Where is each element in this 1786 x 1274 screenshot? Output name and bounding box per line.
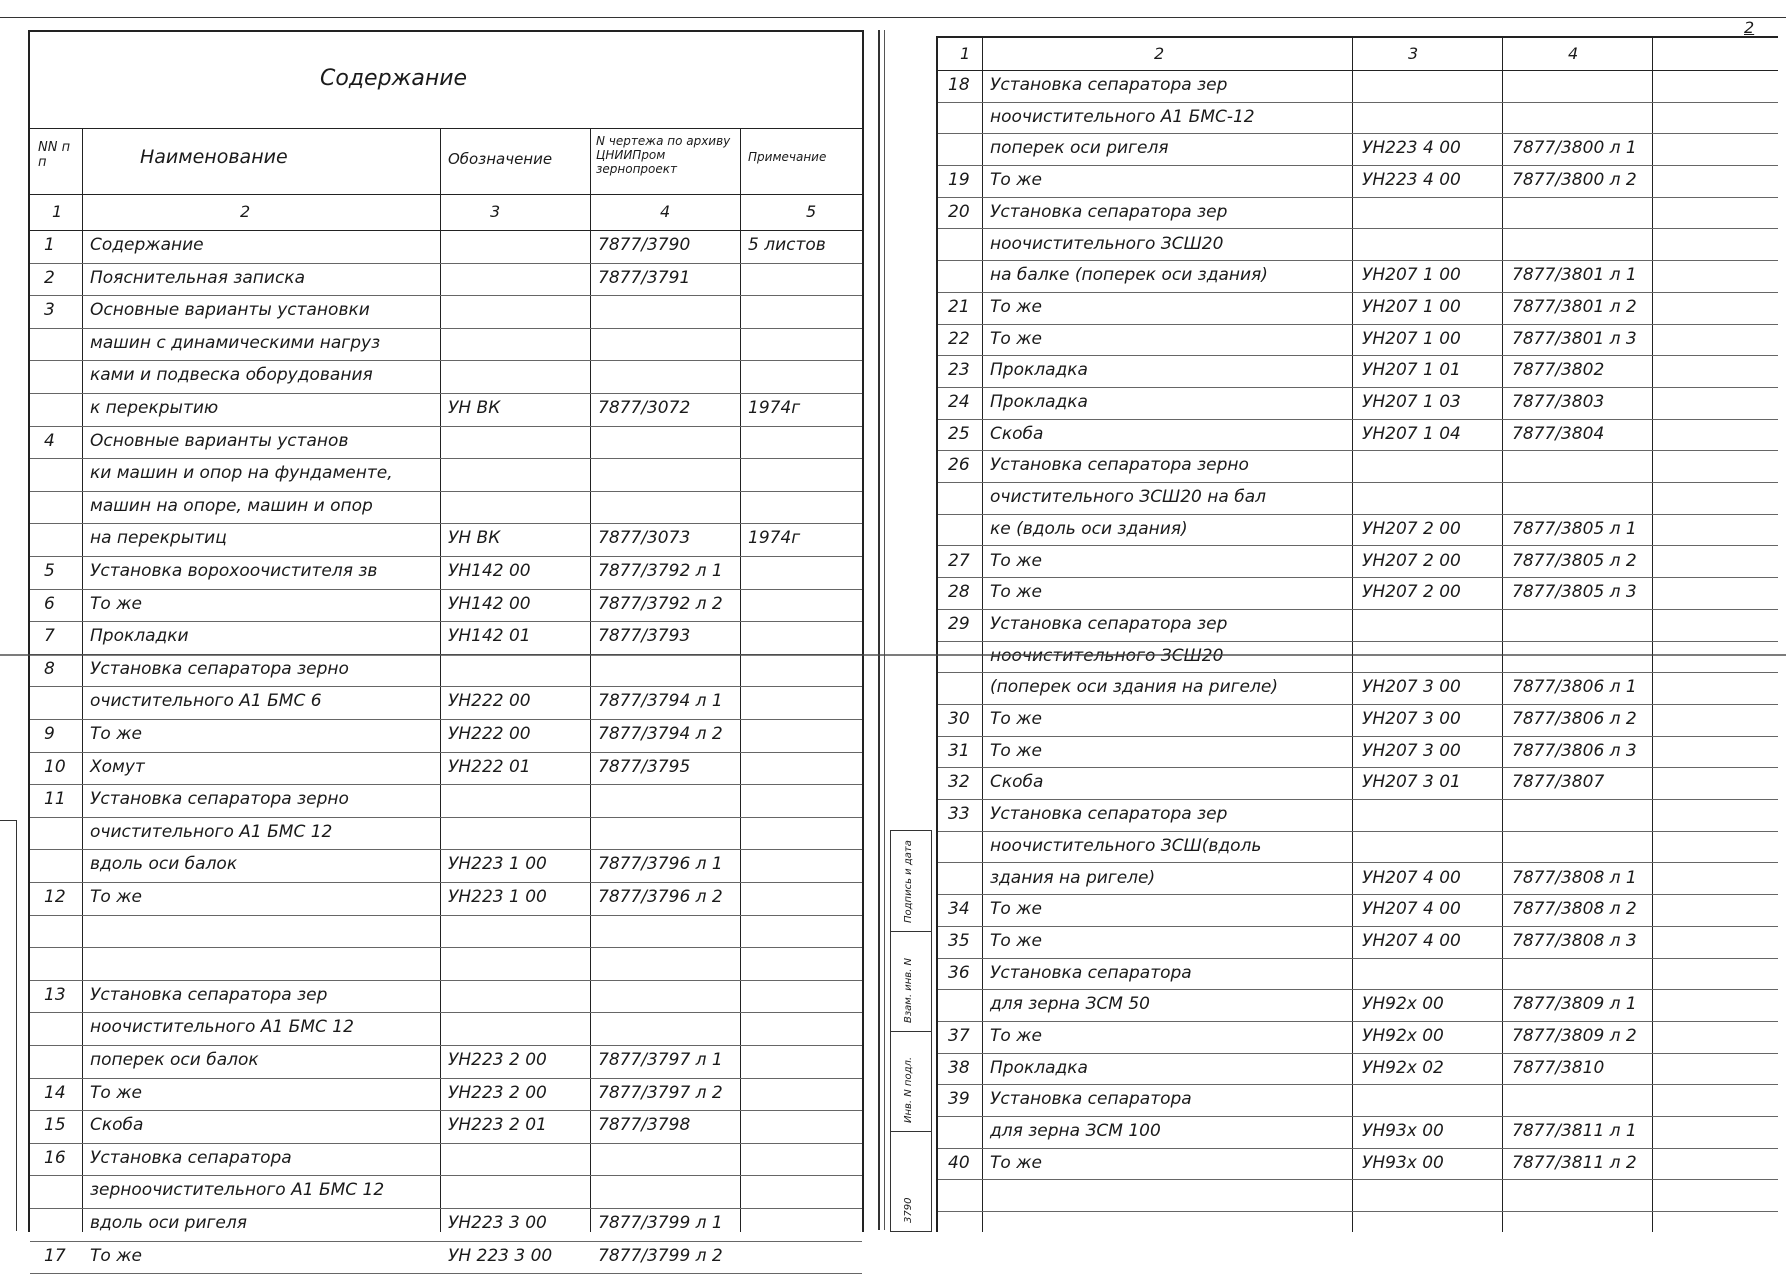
table-row	[938, 1021, 1778, 1054]
row-designation: УН207 3 00	[1362, 677, 1461, 698]
table-row	[30, 426, 862, 460]
row-name: ноочистительного ЗСШ(вдоль	[990, 835, 1262, 856]
table-row	[938, 1148, 1778, 1181]
row-drawing-number: 7877/3803	[1512, 392, 1605, 412]
row-number: 31	[948, 740, 970, 761]
row-name: Установка сепаратора	[90, 1147, 292, 1168]
table-row	[30, 1045, 862, 1079]
row-drawing-number: 7877/3797 л 2	[598, 1082, 723, 1103]
row-number: 12	[44, 887, 66, 907]
table-row	[30, 328, 862, 362]
table-row	[30, 719, 862, 753]
colnum-3: 3	[1408, 44, 1419, 63]
row-number: 21	[948, 296, 970, 317]
table-row	[30, 393, 862, 427]
row-designation: УН222 00	[448, 724, 531, 744]
row-designation: УН93х 00	[1362, 1121, 1444, 1142]
row-number: 22	[948, 328, 970, 349]
table-row	[938, 1053, 1778, 1086]
header-nn: NN п п	[38, 140, 71, 170]
row-drawing-number: 7877/3072	[598, 398, 691, 418]
row-designation: УН222 01	[448, 756, 531, 777]
row-name: ноочистительного А1 БМС-12	[990, 106, 1255, 127]
row-name: для зерна ЗСМ 50	[990, 994, 1150, 1015]
row-drawing-number: 7877/3793	[598, 626, 691, 647]
row-designation: УН207 4 00	[1362, 930, 1461, 951]
stamp-inv-orig: Инв. N подл.	[903, 1056, 914, 1123]
row-name: поперек оси ригеля	[990, 138, 1169, 159]
row-drawing-number: 7877/3806 л 3	[1512, 740, 1637, 761]
row-name: То же	[990, 170, 1042, 191]
row-designation: УН207 4 00	[1362, 867, 1461, 888]
stamp-divider	[891, 931, 931, 932]
row-drawing-number: 7877/3790	[598, 235, 691, 255]
row-name: Основные варианты установ	[90, 430, 349, 451]
row-designation: УН92х 00	[1362, 994, 1444, 1015]
row-name: То же	[990, 1152, 1042, 1173]
row-number: 16	[44, 1147, 66, 1168]
table-row	[938, 450, 1778, 483]
table-row	[30, 556, 862, 590]
table-row	[938, 324, 1778, 357]
table-row	[938, 419, 1778, 452]
table-row	[938, 799, 1778, 832]
row-name: Установка сепаратора зерно	[90, 658, 349, 679]
row-name: То же	[990, 709, 1042, 729]
colnum-3: 3	[490, 202, 501, 221]
row-name: То же	[990, 550, 1042, 571]
row-designation: УН92х 02	[1362, 1057, 1444, 1078]
table-row	[938, 197, 1778, 230]
row-drawing-number: 7877/3801 л 3	[1512, 328, 1637, 349]
colnum-4: 4	[660, 202, 671, 221]
table-row	[938, 387, 1778, 420]
header-name: Наименование	[140, 146, 288, 168]
row-name: Установка сепаратора	[990, 1089, 1192, 1110]
row-designation: УН207 1 00	[1362, 265, 1461, 286]
row-drawing-number: 7877/3799 л 1	[598, 1213, 723, 1233]
row-number: 9	[44, 724, 55, 744]
row-drawing-number: 7877/3791	[598, 267, 691, 288]
table-row	[30, 263, 862, 297]
table-row	[938, 514, 1778, 547]
row-name: ке (вдоль оси здания)	[990, 518, 1188, 539]
row-drawing-number: 7877/3796 л 1	[598, 854, 723, 875]
row-drawing-number: 7877/3073	[598, 528, 691, 549]
table-row	[938, 70, 1778, 103]
row-name: ки машин и опор на фундаменте,	[90, 463, 393, 484]
table-row	[30, 1110, 862, 1144]
table-row	[938, 641, 1778, 674]
row-number: 33	[948, 804, 970, 825]
table-row	[30, 752, 862, 786]
row-designation: УН223 1 00	[448, 854, 547, 875]
table-row	[30, 295, 862, 329]
row-drawing-number: 7877/3805 л 2	[1512, 550, 1637, 571]
row-designation: УН207 3 01	[1362, 772, 1461, 793]
row-drawing-number: 7877/3799 л 2	[598, 1245, 723, 1266]
row-number: 37	[948, 1026, 970, 1046]
page-title: Содержание	[320, 66, 468, 91]
colnum-2: 2	[240, 202, 251, 221]
row-designation: УН223 4 00	[1362, 170, 1461, 191]
header-row	[30, 128, 862, 195]
row-name: ноочистительного ЗСШ20	[990, 645, 1224, 666]
row-designation: УН ВК	[448, 398, 501, 418]
row-drawing-number: 7877/3800 л 2	[1512, 170, 1637, 191]
row-name: То же	[90, 593, 142, 614]
sheet-divider	[884, 30, 885, 1230]
row-name: Содержание	[90, 235, 204, 255]
row-note: 5 листов	[748, 235, 826, 255]
row-name: Установка сепаратора зер	[990, 804, 1228, 825]
table-row	[938, 260, 1778, 293]
row-drawing-number: 7877/3794 л 1	[598, 691, 723, 712]
row-drawing-number: 7877/3801 л 1	[1512, 265, 1637, 286]
row-name: Установка сепаратора зерно	[90, 789, 349, 810]
row-designation: УН142 00	[448, 561, 531, 581]
row-number: 18	[948, 75, 970, 95]
row-name: То же	[990, 930, 1042, 951]
table-row	[30, 1208, 862, 1242]
row-name: Установка сепаратора зер	[90, 984, 328, 1005]
row-drawing-number: 7877/3792 л 2	[598, 593, 723, 614]
row-name: Прокладка	[990, 360, 1088, 381]
colnum-1: 1	[52, 202, 63, 221]
row-drawing-number: 7877/3805 л 3	[1512, 582, 1637, 603]
row-name: зерноочистительного А1 БМС 12	[90, 1180, 385, 1201]
row-designation: УН142 01	[448, 626, 531, 647]
row-name: к перекрытию	[90, 398, 219, 418]
row-name: Прокладка	[990, 1057, 1088, 1078]
row-name: Установка сепаратора зер	[990, 201, 1228, 222]
table-row	[30, 686, 862, 720]
row-designation: УН92х 00	[1362, 1026, 1444, 1046]
row-designation: УН223 2 00	[448, 1082, 547, 1103]
table-row	[938, 736, 1778, 769]
stamp-replace-inv: Взам. инв. N	[903, 958, 914, 1023]
row-name: Установка сепаратора зерно	[990, 455, 1249, 476]
row-name: здания на ригеле)	[990, 867, 1156, 888]
table-row	[30, 915, 862, 949]
row-designation: УН207 1 03	[1362, 392, 1461, 412]
row-designation: УН207 2 00	[1362, 550, 1461, 571]
row-number: 5	[44, 561, 55, 581]
top-border-line	[0, 17, 1786, 18]
row-drawing-number: 7877/3811 л 1	[1512, 1121, 1637, 1142]
row-number: 30	[948, 709, 970, 729]
row-name: То же	[90, 724, 142, 744]
row-designation: УН207 1 01	[1362, 360, 1461, 381]
row-number: 4	[44, 430, 55, 451]
row-drawing-number: 7877/3811 л 2	[1512, 1152, 1637, 1173]
table-row	[30, 589, 862, 623]
row-number: 2	[44, 267, 55, 288]
row-drawing-number: 7877/3806 л 1	[1512, 677, 1637, 698]
row-name: очистительного А1 БМС 12	[90, 821, 333, 842]
row-designation: УН223 4 00	[1362, 138, 1461, 159]
title-row	[30, 32, 862, 129]
table-row	[30, 491, 862, 525]
row-name: Установка сепаратора	[990, 962, 1192, 983]
row-number: 24	[948, 392, 970, 412]
table-row	[30, 1241, 862, 1274]
colnum-5: 5	[806, 202, 817, 221]
table-row	[30, 230, 862, 264]
table-row	[938, 704, 1778, 737]
row-name: ками и подвеска оборудования	[90, 365, 373, 386]
row-name: для зерна ЗСМ 100	[990, 1121, 1161, 1142]
row-number: 11	[44, 789, 66, 810]
row-drawing-number: 7877/3798	[598, 1115, 691, 1136]
table-row	[938, 1180, 1778, 1213]
row-number: 3	[44, 300, 55, 321]
row-drawing-number: 7877/3804	[1512, 423, 1605, 444]
row-name: машин на опоре, машин и опор	[90, 495, 373, 516]
row-drawing-number: 7877/3805 л 1	[1512, 518, 1637, 539]
row-drawing-number: 7877/3795	[598, 756, 691, 777]
row-name: вдоль оси балок	[90, 854, 238, 875]
table-row	[938, 831, 1778, 864]
table-row	[938, 926, 1778, 959]
row-name: Скоба	[990, 423, 1044, 444]
table-row	[938, 577, 1778, 610]
row-designation: УН207 1 00	[1362, 328, 1461, 349]
row-drawing-number: 7877/3800 л 1	[1512, 138, 1637, 159]
row-designation: УН 223 3 00	[448, 1245, 553, 1266]
row-drawing-number: 7877/3794 л 2	[598, 724, 723, 744]
left-margin-stamp	[0, 820, 17, 1231]
row-drawing-number: 7877/3806 л 2	[1512, 709, 1637, 729]
row-name: ноочистительного А1 БМС 12	[90, 1017, 354, 1038]
table-row	[938, 229, 1778, 262]
stamp-sign-date: Подпись и дата	[903, 840, 914, 923]
row-name: То же	[990, 328, 1042, 349]
table-row	[30, 784, 862, 818]
row-designation: УН223 2 01	[448, 1115, 547, 1136]
page-number: 2	[1744, 18, 1755, 37]
row-name: То же	[990, 899, 1042, 920]
table-row	[938, 894, 1778, 927]
row-designation: УН207 3 00	[1362, 740, 1461, 761]
row-drawing-number: 7877/3801 л 2	[1512, 296, 1637, 317]
row-name: машин с динамическими нагруз	[90, 332, 381, 353]
sheet-divider	[878, 30, 880, 1230]
table-row	[938, 672, 1778, 705]
stamp-divider	[891, 1031, 931, 1032]
row-number: 39	[948, 1089, 970, 1110]
row-designation: УН207 3 00	[1362, 709, 1461, 729]
table-row	[30, 523, 862, 557]
row-number: 8	[44, 658, 55, 679]
table-row	[938, 546, 1778, 579]
row-drawing-number: 7877/3792 л 1	[598, 561, 723, 581]
scan-artifact-line	[0, 654, 1786, 656]
row-drawing-number: 7877/3809 л 2	[1512, 1026, 1637, 1046]
table-row	[938, 482, 1778, 515]
row-designation: УН223 1 00	[448, 887, 547, 907]
row-name: Пояснительная записка	[90, 267, 305, 288]
contents-table-left	[28, 30, 864, 1266]
row-name: Прокладка	[990, 392, 1088, 412]
row-designation: УН223 2 00	[448, 1050, 547, 1070]
row-note: 1974г	[748, 398, 801, 418]
row-name: Установка сепаратора зер	[990, 613, 1228, 634]
row-number: 14	[44, 1082, 66, 1103]
table-row	[30, 1143, 862, 1177]
table-row	[938, 1084, 1778, 1117]
row-number: 23	[948, 360, 970, 381]
row-drawing-number: 7877/3797 л 1	[598, 1050, 723, 1070]
table-row	[938, 609, 1778, 642]
row-name: ноочистительного ЗСШ20	[990, 233, 1224, 254]
table-row	[938, 165, 1778, 198]
table-row	[30, 621, 862, 655]
row-designation: УН207 1 00	[1362, 296, 1461, 317]
row-number: 28	[948, 582, 970, 603]
table-row	[30, 849, 862, 883]
table-row	[938, 355, 1778, 388]
row-designation: УН93х 00	[1362, 1152, 1444, 1173]
row-number: 17	[44, 1245, 66, 1266]
row-name: То же	[990, 582, 1042, 603]
row-name: (поперек оси здания на ригеле)	[990, 677, 1278, 698]
row-drawing-number: 7877/3802	[1512, 360, 1605, 381]
row-designation: УН142 00	[448, 593, 531, 614]
header-note: Примечание	[748, 150, 827, 164]
row-number: 15	[44, 1115, 66, 1136]
row-drawing-number: 7877/3808 л 2	[1512, 899, 1637, 920]
header-drawing: N чертежа по архиву ЦНИИПром зернопроект	[596, 134, 731, 176]
row-number: 38	[948, 1057, 970, 1078]
column-number-row	[30, 194, 862, 231]
table-row	[938, 958, 1778, 991]
row-number: 29	[948, 613, 970, 634]
row-number: 27	[948, 550, 970, 571]
row-designation: УН207 1 04	[1362, 423, 1461, 444]
row-name: на балке (поперек оси здания)	[990, 265, 1268, 286]
row-name: очистительного А1 БМС 6	[90, 691, 322, 712]
row-drawing-number: 7877/3810	[1512, 1057, 1605, 1078]
table-row	[938, 1116, 1778, 1149]
table-row	[30, 360, 862, 394]
row-designation: УН207 4 00	[1362, 899, 1461, 920]
table-row	[30, 1012, 862, 1046]
table-row	[30, 1175, 862, 1209]
row-number: 32	[948, 772, 970, 793]
row-number: 7	[44, 626, 55, 647]
table-row	[938, 989, 1778, 1022]
table-row	[30, 1078, 862, 1112]
colnum-4: 4	[1568, 44, 1579, 63]
row-name: То же	[90, 1245, 142, 1266]
row-drawing-number: 7877/3807	[1512, 772, 1605, 793]
contents-table-right	[936, 36, 1778, 1232]
header-designation: Обозначение	[448, 150, 553, 168]
row-name: Установка сепаратора зер	[990, 75, 1228, 95]
row-designation: УН207 2 00	[1362, 518, 1461, 539]
table-row	[30, 980, 862, 1014]
row-name: очистительного ЗСШ20 на бал	[990, 487, 1266, 508]
table-row	[30, 882, 862, 916]
colnum-2: 2	[1154, 44, 1165, 63]
row-drawing-number: 7877/3808 л 3	[1512, 930, 1637, 951]
row-name: поперек оси балок	[90, 1050, 259, 1070]
table-row	[938, 767, 1778, 800]
row-number: 13	[44, 984, 66, 1005]
row-name: Основные варианты установки	[90, 300, 370, 321]
row-designation: УН222 00	[448, 691, 531, 712]
table-row	[30, 817, 862, 851]
table-row	[938, 863, 1778, 896]
table-row	[938, 133, 1778, 166]
row-name: То же	[990, 740, 1042, 761]
row-name: Хомут	[90, 756, 145, 777]
row-name: То же	[990, 296, 1042, 317]
table-row	[30, 458, 862, 492]
row-number: 34	[948, 899, 970, 920]
middle-stamp	[890, 830, 932, 1232]
row-name: То же	[90, 1082, 142, 1103]
table-row	[938, 102, 1778, 135]
row-name: То же	[990, 1026, 1042, 1046]
row-designation: УН ВК	[448, 528, 501, 549]
table-row	[30, 654, 862, 688]
row-number: 26	[948, 455, 970, 476]
row-number: 25	[948, 423, 970, 444]
row-name: То же	[90, 887, 142, 907]
stamp-divider	[891, 1131, 931, 1132]
table-row	[30, 947, 862, 981]
row-number: 10	[44, 756, 66, 777]
colnum-1: 1	[960, 44, 971, 63]
table-row	[938, 292, 1778, 325]
row-number: 36	[948, 962, 970, 983]
stamp-number: 3790	[903, 1197, 914, 1223]
row-number: 1	[44, 235, 55, 255]
row-name: Прокладки	[90, 626, 189, 647]
row-name: Скоба	[90, 1115, 144, 1136]
row-designation: УН223 3 00	[448, 1213, 547, 1233]
row-name: Установка ворохоочистителя зв	[90, 561, 378, 581]
row-drawing-number: 7877/3808 л 1	[1512, 867, 1637, 888]
row-number: 19	[948, 170, 970, 191]
row-drawing-number: 7877/3796 л 2	[598, 887, 723, 907]
row-number: 6	[44, 593, 55, 614]
row-designation: УН207 2 00	[1362, 582, 1461, 603]
row-number: 35	[948, 930, 970, 951]
row-number: 40	[948, 1152, 970, 1173]
row-number: 20	[948, 201, 970, 222]
row-name: вдоль оси ригеля	[90, 1213, 247, 1233]
row-note: 1974г	[748, 528, 801, 549]
row-name: на перекрытиц	[90, 528, 227, 549]
row-name: Скоба	[990, 772, 1044, 793]
row-drawing-number: 7877/3809 л 1	[1512, 994, 1637, 1015]
